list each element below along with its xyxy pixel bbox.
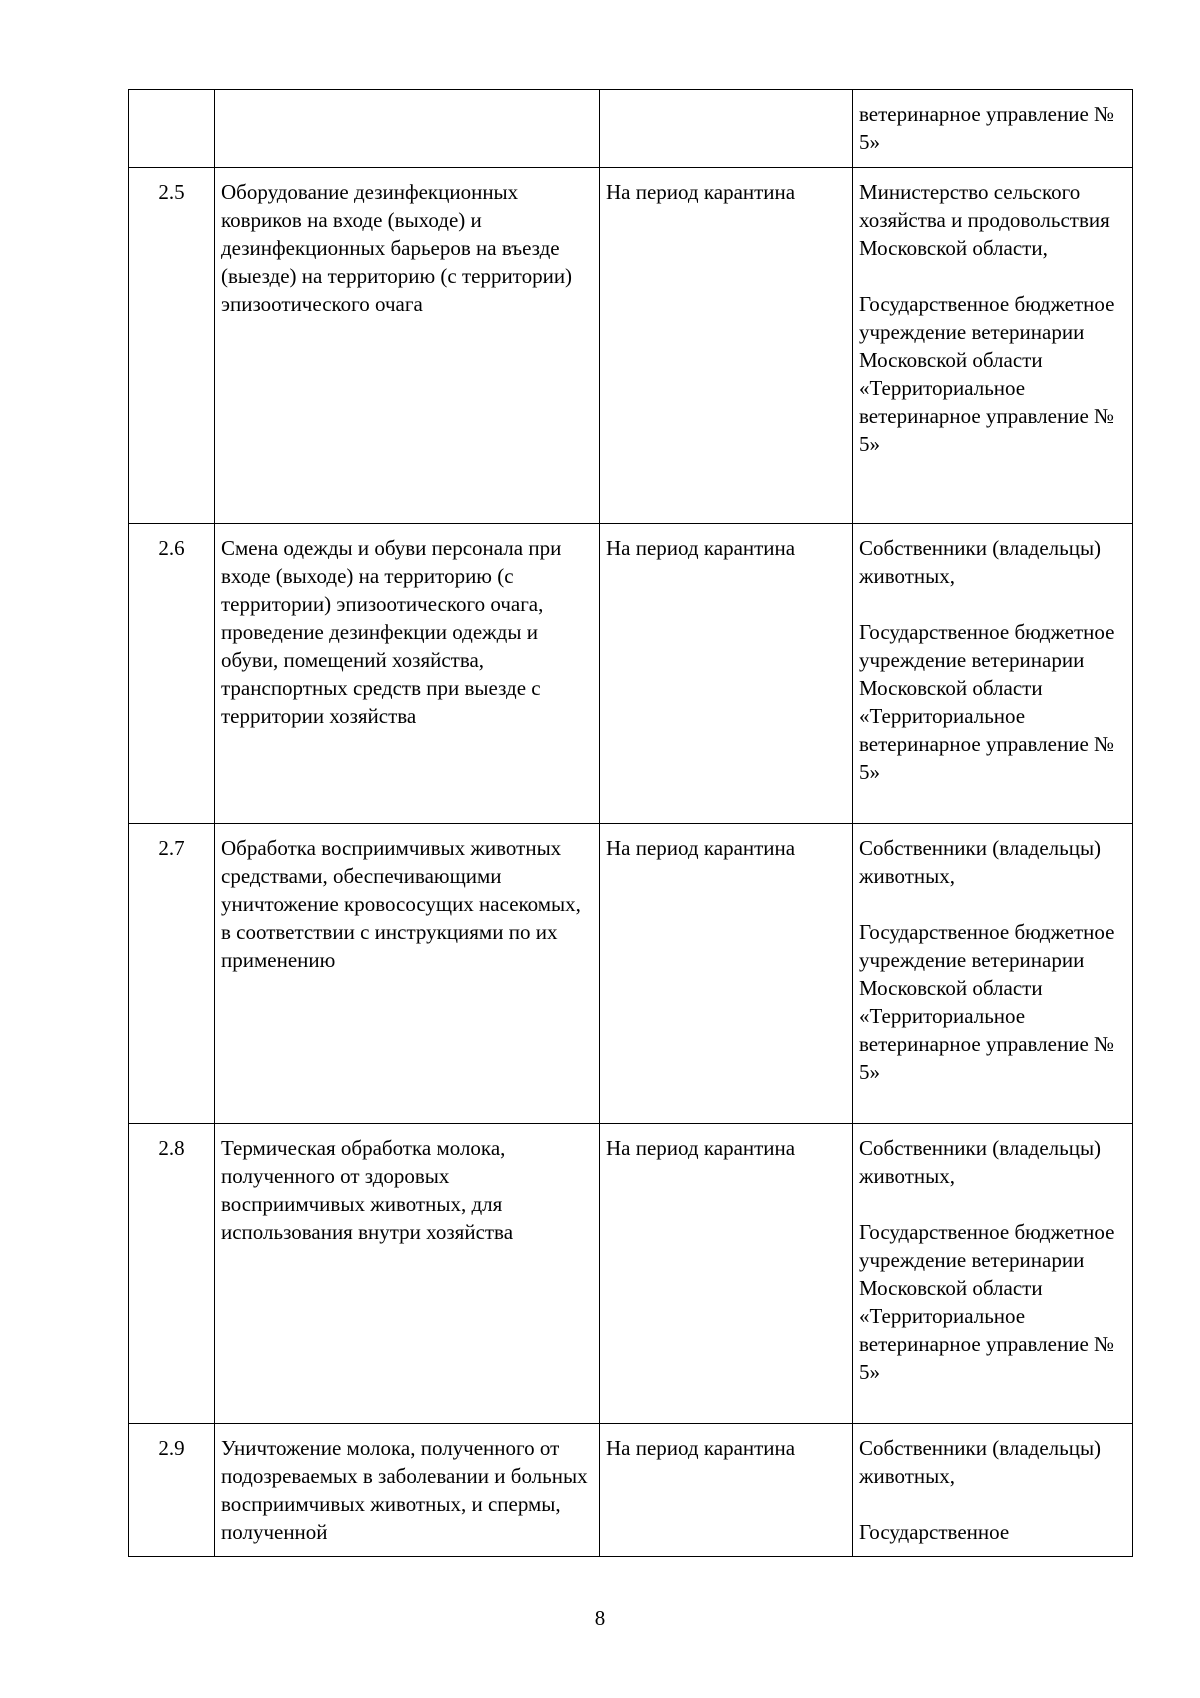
cell-number: 2.5 (129, 168, 215, 524)
table-row-continued (129, 90, 1133, 168)
responsible-second: Государственное бюджетное учреждение ветеринарии Московской области «Территориальное ветеринарное управление № 5» (859, 1220, 1115, 1384)
responsible-first: Собственники (владельцы) животных, (859, 536, 1102, 588)
responsible-second: Государственное бюджетное учреждение ветеринарии Московской области «Территориальное ветеринарное управление № 5» (859, 920, 1115, 1084)
responsible-second: Государственное бюджетное учреждение ветеринарии Московской области «Территориальное ветеринарное управление № 5» (859, 620, 1115, 784)
cell-responsible (853, 824, 1133, 1124)
cell-responsible (853, 1424, 1133, 1557)
cell-term: На период карантина (600, 1124, 853, 1424)
paragraph-gap (859, 262, 1126, 290)
paragraph-gap (859, 590, 1126, 618)
cell-responsible: ветеринарное управление № 5» (853, 90, 1133, 168)
cell-term: На период карантина (600, 168, 853, 524)
paragraph-gap (859, 1490, 1126, 1518)
cell-term: На период карантина (600, 1424, 853, 1557)
cell-number: 2.8 (129, 1124, 215, 1424)
cell-measure: Термическая обработка молока, полученного от здоровых восприимчивых животных, для использования внутри хозяйства (215, 1124, 600, 1424)
cell-number (129, 90, 215, 168)
table-row (129, 524, 1133, 824)
cell-measure (215, 90, 600, 168)
responsible-second: Государственное бюджетное учреждение ветеринарии Московской области «Территориальное ветеринарное управление № 5» (859, 292, 1115, 456)
cell-number: 2.7 (129, 824, 215, 1124)
responsible-first: Министерство сельского хозяйства и продовольствия Московской области, (859, 180, 1110, 260)
cell-measure: Уничтожение молока, полученного от подозреваемых в заболевании и больных восприимчивых животных, и спермы, полученной (215, 1424, 600, 1557)
table-row (129, 1424, 1133, 1557)
cell-term: На период карантина (600, 824, 853, 1124)
measures-table (128, 89, 1133, 1557)
cell-measure: Смена одежды и обуви персонала при входе (выходе) на территорию (с территории) эпизоотического очага, проведение дезинфекции одежды и обуви, помещений хозяйства, транспортных средств при выезде с территории хозяйства (215, 524, 600, 824)
cell-term (600, 90, 853, 168)
cell-number: 2.6 (129, 524, 215, 824)
paragraph-gap (859, 890, 1126, 918)
table-row (129, 1124, 1133, 1424)
responsible-first: Собственники (владельцы) животных, (859, 1136, 1102, 1188)
table-row (129, 168, 1133, 524)
responsible-first: Собственники (владельцы) животных, (859, 836, 1102, 888)
responsible-second: Государственное (859, 1520, 1010, 1544)
cell-measure: Оборудование дезинфекционных ковриков на входе (выходе) и дезинфекционных барьеров на въезде (выезде) на территорию (с территории) эпизоотического очага (215, 168, 600, 524)
cell-responsible (853, 1124, 1133, 1424)
cell-number: 2.9 (129, 1424, 215, 1557)
cell-responsible (853, 168, 1133, 524)
cell-term: На период карантина (600, 524, 853, 824)
cell-responsible (853, 524, 1133, 824)
paragraph-gap (859, 1190, 1126, 1218)
page-number: 8 (594, 1606, 606, 1630)
cell-measure: Обработка восприимчивых животных средствами, обеспечивающими уничтожение кровососущих насекомых, в соответствии с инструкциями по их применению (215, 824, 600, 1124)
responsible-first: Собственники (владельцы) животных, (859, 1436, 1102, 1488)
table-row (129, 824, 1133, 1124)
